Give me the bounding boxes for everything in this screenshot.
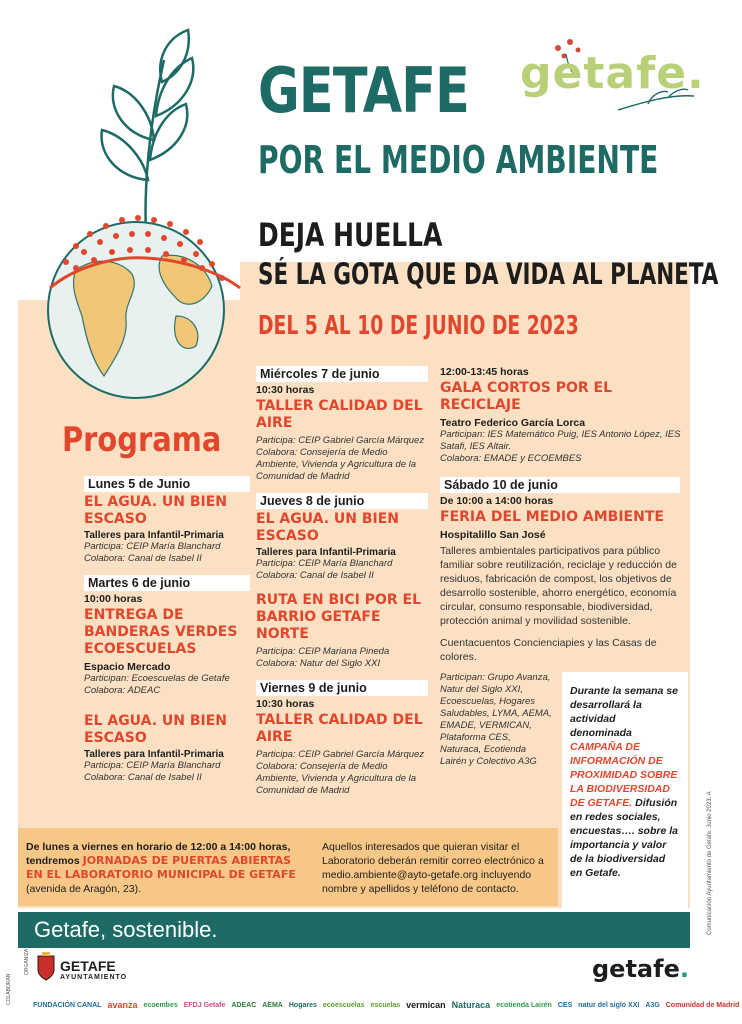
sponsor-logo: escuelas: [370, 1001, 401, 1009]
event-collaborator: Colabora: ADEAC: [84, 685, 161, 696]
getafe-logo-word: getafe.: [520, 48, 705, 99]
sponsor-logo: Naturaca: [451, 1000, 491, 1010]
plant-icon: [102, 30, 194, 235]
slogan-line-1: DEJA HUELLA: [258, 216, 443, 254]
event-participants: Participan: IES Matemático Puig, IES Antonio López, IES Satafi, IES Altair.: [440, 429, 681, 452]
page-title: GETAFE: [258, 54, 470, 127]
event-title: RUTA EN BICI POR EL BARRIO GETAFE NORTE: [256, 592, 422, 642]
sponsor-logo: ecoembes: [143, 1001, 178, 1009]
event-participant: Participan: Ecoescuelas de Getafe: [84, 673, 230, 684]
campaign-text-2: Difusión en redes sociales, encuestas…. sobre la importancia y valor de la biodiversidad en Getafe.: [570, 797, 678, 879]
open-doors-title: JORNADAS DE PUERTAS ABIERTAS EN EL LABORATORIO MUNICIPAL DE GETAFE: [26, 854, 296, 881]
event-subtitle: Talleres para Infantil-Primaria: [84, 749, 224, 760]
programa-heading: Programa: [62, 420, 222, 460]
event-description-2: Cuentacuentos Concienciapies y las Casas de colores.: [440, 637, 657, 663]
event-place: Teatro Federico García Lorca: [440, 417, 586, 429]
event-participant: Participa: CEIP Mariana Pineda: [256, 646, 390, 657]
slogan-line-2: SÉ LA GOTA QUE DA VIDA AL PLANETA: [258, 257, 719, 291]
sponsor-logo: ADEAC: [231, 1001, 257, 1009]
event-description: Talleres ambientales participativos para público familiar sobre reutilización, reciclaje y reducción de residuos, fabricación de compost, los objetivos de desarrollo sostenible, ahorro energético, economía circular, consumo responsable, biodiversidad, protección animal y movilidad sostenible.: [440, 545, 677, 627]
event-place: Hospitalillo San José: [440, 529, 546, 541]
organiza-label: ORGANIZA: [24, 948, 30, 975]
event-title: EL AGUA. UN BIEN ESCASO: [84, 494, 228, 527]
sponsor-logo: ecoescuelas: [322, 1001, 365, 1009]
campaign-text-1: Durante la semana se desarrollará la actividad denominada: [570, 685, 678, 739]
sponsor-logo: Hogares: [288, 1001, 317, 1009]
event-subtitle: Talleres para Infantil-Primaria: [256, 547, 396, 558]
day-label: Sábado 10 de junio: [440, 477, 680, 493]
event-collaborator: Colabora: Natur del Siglo XXI: [256, 658, 381, 669]
program-column-1: [84, 476, 250, 784]
open-doors-text: [26, 840, 306, 896]
sponsor-logo: vermican: [406, 1000, 446, 1010]
event-participant: Participa: CEIP María Blanchard: [84, 541, 221, 552]
colaboran-label: COLABORAN: [6, 973, 12, 1005]
day-label: Jueves 8 de junio: [256, 493, 428, 509]
event-place: Espacio Mercado: [84, 661, 171, 673]
ayuntamiento-logo: [60, 958, 127, 981]
biodiversity-campaign-box: [562, 672, 688, 908]
sponsor-logos: [30, 992, 740, 1018]
event-hour: 10:00 horas: [84, 593, 143, 605]
day-label: Lunes 5 de Junio: [84, 476, 250, 492]
brand-dot: .: [679, 955, 689, 983]
program-column-2: [256, 366, 428, 797]
sponsor-logo: avanza: [107, 1000, 138, 1010]
campaign-name: CAMPAÑA DE INFORMACIÓN DE PROXIMIDAD SOBRE LA BIODIVERSIDAD DE GETAFE.: [570, 741, 678, 809]
open-doors-intro: De lunes a viernes en horario de 12:00 a 14:00 horas, tendremos: [26, 841, 291, 867]
event-title: GALA CORTOS POR EL RECICLAJE: [440, 380, 612, 413]
day-label: Martes 6 de junio: [84, 575, 250, 591]
sponsor-logo: CES: [557, 1001, 573, 1009]
event-participants: Participa: CEIP Gabriel García Márquez Colabora: Consejería de Medio Ambiente, Vivienda y Agricultura de la Comunidad de Madrid: [256, 749, 425, 796]
event-collaborator: Colabora: EMADE y ECOEMBES: [440, 453, 582, 464]
event-title: EL AGUA. UN BIEN ESCASO: [84, 713, 228, 746]
open-doors-address: (avenida de Aragón, 23).: [26, 883, 141, 895]
event-participant: Participa: CEIP María Blanchard: [84, 760, 221, 771]
event-title: EL AGUA. UN BIEN ESCASO: [256, 511, 400, 544]
event-hour: 12:00-13:45 horas: [440, 366, 529, 378]
brand-word: getafe: [592, 955, 680, 983]
event-title: FERIA DEL MEDIO AMBIENTE: [440, 509, 664, 525]
day-label: Viernes 9 de junio: [256, 680, 428, 696]
ayuntamiento-name: GETAFE: [60, 958, 116, 974]
day-label: Miércoles 7 de junio: [256, 366, 428, 382]
tagline: Getafe, sostenible.: [34, 917, 218, 942]
event-collaborator: Colabora: Canal de Isabel II: [256, 570, 374, 581]
event-dates: DEL 5 AL 10 DE JUNIO DE 2023: [258, 311, 579, 341]
event-collaborator: Colabora: Canal de Isabel II: [84, 772, 202, 783]
event-collaborator: Colabora: Canal de Isabel II: [84, 553, 202, 564]
ayuntamiento-shield-icon: [36, 952, 56, 982]
sponsor-logo: AEMA: [262, 1001, 283, 1009]
credit-vertical: Comunicación Ayuntamiento de Getafe. Junio 2023. A: [707, 791, 713, 935]
page-subtitle: POR EL MEDIO AMBIENTE: [258, 138, 659, 182]
sponsor-logo: EFDJ Getafe: [183, 1001, 226, 1009]
sponsor-logo: ecotienda Lairén: [496, 1001, 552, 1009]
event-participants: Participan: Grupo Avanza, Natur del Siglo XXI, Ecoescuelas, Hogares Saludables, LYMA, AEMA, EMADE, VERMICAN, Plataforma CES, Naturaca, Ecotienda Lairén y Colectivo A3G: [440, 672, 552, 767]
event-title: ENTREGA DE BANDERAS VERDES ECOESCUELAS: [84, 607, 238, 657]
ayuntamiento-sub: AYUNTAMIENTO: [60, 974, 128, 981]
event-participants: Participa: CEIP Gabriel García Márquez Colabora: Consejería de Medio Ambiente, Vivienda y Agricultura de la Comunidad de Madrid: [256, 435, 425, 482]
sponsor-logo: Comunidad de Madrid: [665, 1001, 740, 1009]
event-hour: 10:30 horas: [256, 698, 315, 710]
plant-globe-illustration: [36, 20, 246, 410]
sponsor-logo: A3G: [645, 1001, 660, 1009]
visit-instructions: Aquellos interesados que quieran visitar el Laboratorio deberán remitir correo electrónico a medio.ambiente@ayto-getafe.org incluyendo nombre y apellidos y teléfono de contacto.: [322, 841, 544, 895]
event-title: TALLER CALIDAD DEL AIRE: [256, 712, 423, 745]
getafe-brand-logo: [592, 955, 689, 983]
event-hour: De 10:00 a 14:00 horas: [440, 495, 554, 507]
sponsor-logo: FUNDACIÓN CANAL: [33, 1001, 102, 1009]
event-subtitle: Talleres para Infantil-Primaria: [84, 530, 224, 541]
event-hour: 10:30 horas: [256, 384, 315, 396]
event-title: TALLER CALIDAD DEL AIRE: [256, 398, 423, 431]
event-participant: Participa: CEIP María Blanchard: [256, 558, 393, 569]
sponsor-logo: natur del siglo XXI: [578, 1001, 640, 1009]
